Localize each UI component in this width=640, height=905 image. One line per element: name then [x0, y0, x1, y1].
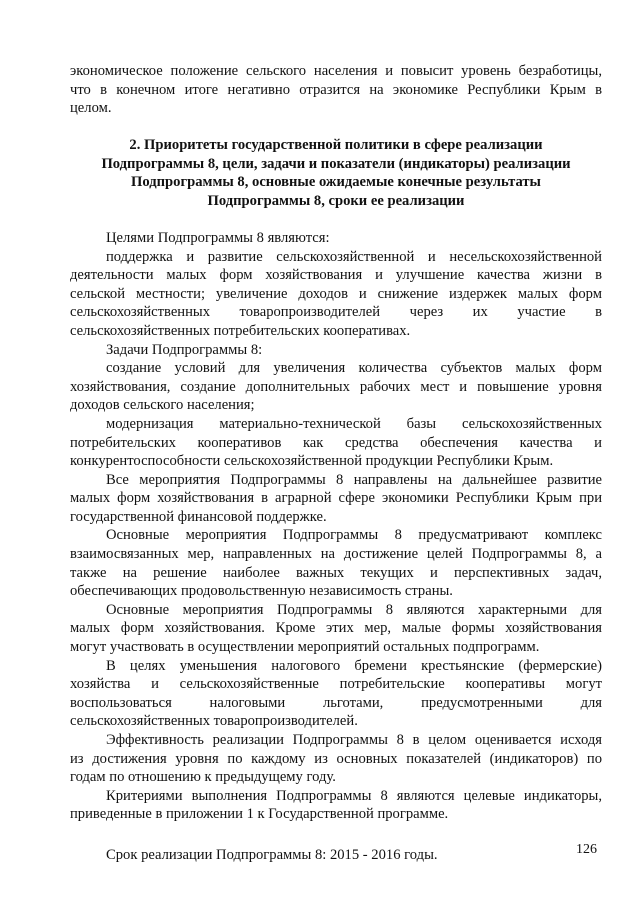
text-line: Все мероприятия Подпрограммы 8 направлены на дальнейшее развитие [106, 471, 602, 488]
section-heading [70, 136, 602, 211]
heading-line: 2. Приоритеты государственной политики в сфере реализации [129, 136, 543, 153]
text-line: доходов сельского населения; [70, 397, 255, 414]
text-line: модернизация материально-технической базы сельскохозяйственных [106, 415, 602, 432]
text-line: взаимосвязанных мер, направленных на достижение целей Подпрограммы 8, а [70, 546, 602, 563]
text-line: государственной финансовой поддержке. [70, 508, 327, 525]
text-line: деятельности малых форм хозяйствования и улучшение качества жизни в [70, 267, 602, 284]
text-line: Основные мероприятия Подпрограммы 8 являются характерными для [106, 601, 602, 618]
text-line: годам по отношению к предыдущему году. [70, 769, 336, 786]
text-line: из достижения уровня по каждому из основных показателей (индикаторов) по [70, 750, 602, 767]
section-body [70, 229, 602, 824]
text-line: сельскохозяйственных товаропроизводителей через их участие в [70, 304, 602, 321]
text-line: поддержка и развитие сельскохозяйственной и несельскохозяйственной [106, 248, 602, 265]
text-line: малых форм хозяйствования в аграрной сфере экономики Республики Крым при [70, 490, 602, 507]
text-line: Целями Подпрограммы 8 являются: [106, 229, 330, 246]
intro-paragraph [70, 62, 602, 118]
text-line: Задачи Подпрограммы 8: [106, 341, 263, 358]
page-number: 126 [576, 842, 597, 857]
heading-line: Подпрограммы 8, основные ожидаемые конечные результаты [131, 174, 541, 191]
text-line: Критериями выполнения Подпрограммы 8 являются целевые индикаторы, [106, 787, 602, 804]
text-line: обеспечивающих продовольственную независимость страны. [70, 583, 453, 600]
text-line: малых форм хозяйствования. Кроме этих мер, малые формы хозяйствования [70, 620, 602, 637]
text-line: конкурентоспособности сельскохозяйственной продукции Республики Крым. [70, 453, 554, 470]
text-line: могут участвовать в осуществлении мероприятий остальных подпрограмм. [70, 639, 540, 656]
text-line: также на решение наиболее важных текущих и перспективных задач, [70, 564, 602, 581]
heading-line: Подпрограммы 8, сроки ее реализации [207, 193, 465, 210]
text-line: что в конечном итоге негативно отразится на экономике Республики Крым в [70, 81, 602, 98]
text-line: Основные мероприятия Подпрограммы 8 предусматривают комплекс [106, 527, 602, 544]
text-line: экономическое положение сельского населения и повысит уровень безработицы, [70, 63, 602, 79]
text-line: создание условий для увеличения количества субъектов малых форм [106, 360, 602, 377]
text-line: потребительских кооперативов как средства обеспечения качества и [70, 434, 602, 451]
text-line: Эффективность реализации Подпрограммы 8 в целом оценивается исходя [106, 732, 602, 748]
text-line: воспользоваться налоговыми льготами, предусмотренными для [70, 694, 602, 711]
heading-line: Подпрограммы 8, цели, задачи и показатели (индикаторы) реализации [101, 155, 571, 172]
text-line: сельскохозяйственных товаропроизводителей. [70, 713, 358, 730]
text-line: приведенные в приложении 1 к Государственной программе. [70, 806, 449, 823]
text-line: хозяйства и сельскохозяйственные потребительские кооперативы могут [70, 676, 602, 693]
text-line: сельскохозяйственных потребительских кооперативах. [70, 322, 411, 339]
deadline-line: Срок реализации Подпрограммы 8: 2015 - 2016 годы. [106, 846, 438, 863]
text-line: сельской местности; увеличение доходов и снижение издержек малых форм [70, 285, 602, 302]
text-line: целом. [70, 100, 112, 117]
document-page [70, 62, 602, 865]
text-line: В целях уменьшения налогового бремени крестьянские (фермерские) [106, 657, 602, 674]
text-line: хозяйствования, создание дополнительных рабочих мест и повышение уровня [70, 378, 602, 395]
deadline-paragraph [70, 846, 602, 865]
